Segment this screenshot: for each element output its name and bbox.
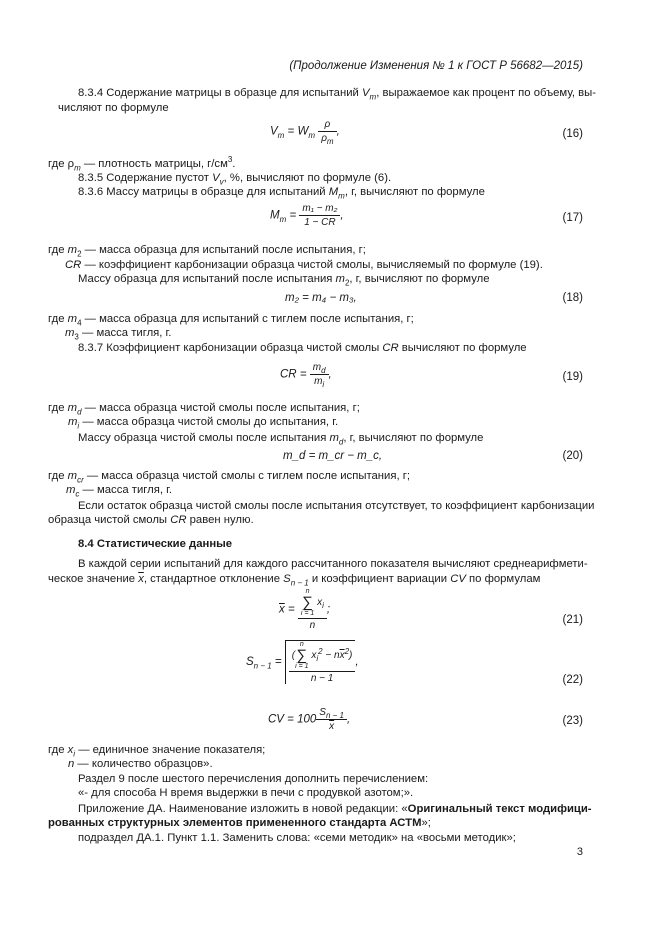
paragraph-834-line1: 8.3.4 Содержание матрицы в образце для испытаний $V_m$, выражаемое как процент по объему, вы- [78,87,596,102]
formula-17: $M_m$ = $\frac{\text{m₁ − m₂}}{1 - CR}$ , [270,203,344,228]
page-header: (Продолжение Изменения № 1 к ГОСТ Р 56682—2015) [289,60,583,72]
sum-symbol-22: n ∑ i = 1 [295,641,309,670]
paragraph-appendix-line2: рованных структурных элементов примененного стандарта АСТМ»; [48,817,431,829]
page-number: 3 [576,846,583,858]
paragraph-835: 8.3.5 Содержание пустот $V_v$, %, вычисляют по формуле (6). [78,172,392,187]
where-16: где $\rho_m$ — плотность матрицы, $г/см^3$. [48,155,236,173]
paragraph-appendix-line3: подраздел ДА.1. Пункт 1.1. Заменить слова: «семи методик» на «восьми методик»; [78,832,516,844]
formula-18: m₂ = m₄ − m₃, [285,292,357,304]
formula-21-number: (21) [562,614,583,626]
formula-19: CR = $\frac{m_d}{m_i}$ , [280,362,332,389]
paragraph-section9-line1: Раздел 9 после шестого перечисления дополнить перечислением: [78,773,429,785]
where-19-mi: $m_i$ — масса образца чистой смолы до испытания, г. [68,416,339,431]
formula-20: m_d = m_cr − m_c, [283,450,383,462]
where-20-mc: $m_c$ — масса тигля, г. [66,484,172,499]
formula-22: $S_{n - 1}$ = ( n ∑ i = 1 $x_i^2 - n\overline{x}^2$) n − 1 , [246,641,359,684]
formula-23-number: (23) [562,715,583,727]
where-18-m4: где $m_4$ — масса образца для испытаний с тиглем после испытания, г; [48,313,414,328]
formula-21: $\overline{x}$ = n ∑ i = 1 $x_i$ n ; [279,588,331,631]
paragraph-section9-line2: «- для способа Н время выдержки в печи с продувкой азотом;». [78,787,414,799]
formula-20-number: (20) [562,450,583,462]
where-18-m3: $m_3$ — масса тигля, г. [65,327,172,342]
paragraph-836: 8.3.6 Массу матрицы в образце для испытаний $M_m$, г, вычисляют по формуле [78,186,485,201]
where-19-md: где $m_d$ — масса образца чистой смолы после испытания, г; [48,402,360,417]
paragraph-84-line2: ческое значение $\overline{x}$, стандартное отклонение $S_{n - 1}$ и коэффициент вариации CV по формулам [48,573,541,588]
where-20-mcr: где $m_{cr}$ — масса образца чистой смолы с тиглем после испытания, г; [48,470,410,485]
formula-16: $V_m = W_m$ $\frac{\rho}{\rho_m}$ , [270,119,340,146]
section-84-title: 8.4 Статистические данные [78,538,233,550]
formula-17-number: (17) [562,212,583,224]
formula-19-number: (19) [562,371,583,383]
where-23-n: n — количество образцов». [68,758,213,770]
paragraph-834-line2: числяют по формуле [58,102,169,114]
sum-symbol-21: n ∑ i = 1 [300,588,315,617]
formula-16-number: (16) [562,128,583,140]
formula-22-number: (22) [562,674,583,686]
sqrt-radical: ( n ∑ i = 1 $x_i^2 - n\overline{x}^2$) n − 1 [285,640,356,684]
paragraph-m2: Массу образца для испытаний после испытания $m_2$, г, вычисляют по формуле [78,273,490,288]
where-17-cr: CR — коэффициент карбонизации образца чистой смолы, вычисляемый по формуле (19). [65,259,543,271]
paragraph-appendix-line1: Приложение ДА. Наименование изложить в новой редакции: «Оригинальный текст модифици- [78,803,592,815]
paragraph-837: 8.3.7 Коэффициент карбонизации образца чистой смолы CR вычисляют по формуле [78,342,527,354]
paragraph-md: Массу образца чистой смолы после испытания $m_d$, г, вычисляют по формуле [78,432,484,447]
paragraph-residue-line2: образца чистой смолы CR равен нулю. [48,514,254,526]
formula-18-number: (18) [562,292,583,304]
paragraph-84-line1: В каждой серии испытаний для каждого рассчитанного показателя вычисляют среднеарифмети- [78,558,588,570]
where-17-m2: где $m_2$ — масса образца для испытаний после испытания, г; [48,244,366,259]
paragraph-residue-line1: Если остаток образца чистой смолы после испытания отсутствует, то коэффициент карбонизации [78,500,595,512]
where-23-xi: где $x_i$ — единичное значение показателя; [48,744,266,759]
formula-23: CV = 100 $\frac{S_{n - 1}}{x}$ , [268,707,351,732]
